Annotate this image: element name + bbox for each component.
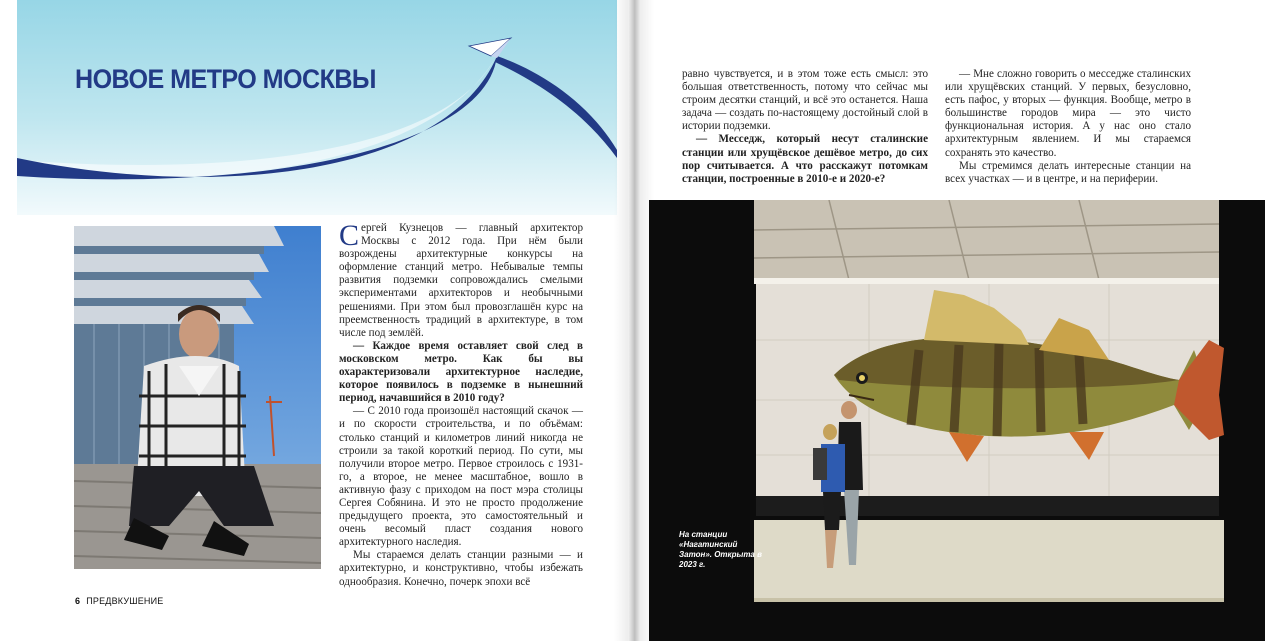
book-gutter [628, 0, 640, 641]
page-footer [75, 596, 163, 606]
answer-1: — С 2010 года произошёл настоящий скачок — и по скорости строительства, и по объёмам: столько станций и километров линий никогда не строили за такой короткий период. По сути, мы получили второе метро. Первое строилось с 1931-го, а второе, не менее масштабное, вошло в активную фазу с приходом на пост мэра столицы Сергея Собянина. И это не просто продолжение предыдущего проекта, это самостоятельный и очень весомый пласт создания нового архитектурного наследия. [339, 405, 583, 549]
answer-2: — Мне сложно говорить о месседже сталинских или хрущёвских станций. У первых, безусловно, есть пафос, у вторых — функция. Вообще, метро в большинстве городов мира — это чисто функциональная история. А у нас оно стало архитектурным явлением. И мы стараемся сохранять это качество. [945, 68, 1191, 159]
answer-1-continued: Мы стараемся делать станции разными — и архитектурно, и конструктивно, чтобы избежать однообразия. Конечно, почерк эпохи всё [339, 549, 583, 588]
question-1: — Каждое время оставляет свой след в московском метро. Как бы вы охарактеризовали архитектурное наследие, которое появилось в подземке в нынешний период, начавшийся в 2010 году? [339, 339, 583, 405]
portrait-photo [74, 226, 321, 569]
section-name: ПРЕДВКУШЕНИЕ [86, 596, 164, 606]
question-2: — Месседж, который несут сталинские станции или хрущёвское дешёвое метро, до сих пор считывается. А что расскажут потомкам станции, построенные в 2010-е и 2020-е? [682, 133, 928, 185]
intro-paragraph [339, 219, 583, 340]
metro-station-photo [649, 200, 1265, 641]
left-article-column [339, 219, 583, 589]
intro-text: ергей Кузнецов — главный архитектор Москвы с 2012 года. При нём были возрождены архитектурные конкурсы на оформление станций метро. Небывалые темпы развития подземки сопровождались смелыми экспериментами архитекторов и необычными решениями. При этом был провозглашён курс на преемственность традиций в архитектуре, в том числе под землёй. [339, 222, 583, 339]
right-page [640, 0, 1265, 641]
right-article-column-2 [945, 68, 1191, 186]
answer-2-continued: Мы стремимся делать интересные станции на всех участках — и в центре, и на периферии. [945, 159, 1191, 185]
header-band [17, 0, 617, 215]
page-number: 6 [75, 596, 81, 606]
page-title: НОВОЕ МЕТРО МОСКВЫ [75, 64, 376, 94]
dropcap: С [339, 219, 360, 252]
right-article-column-1 [682, 68, 928, 186]
left-page [0, 0, 628, 641]
photo-caption: На станции «Нагатинский Затон». Открыта в 2023 г. [679, 530, 762, 569]
answer-1-end: равно чувствуется, и в этом тоже есть смысл: это большая ответственность, потому что сейчас мы строим десятки станций, и всё это останется. Наша задача — создать по-настоящему достойный слой в истории подземки. [682, 68, 928, 133]
paper-plane-swoosh [17, 0, 617, 215]
